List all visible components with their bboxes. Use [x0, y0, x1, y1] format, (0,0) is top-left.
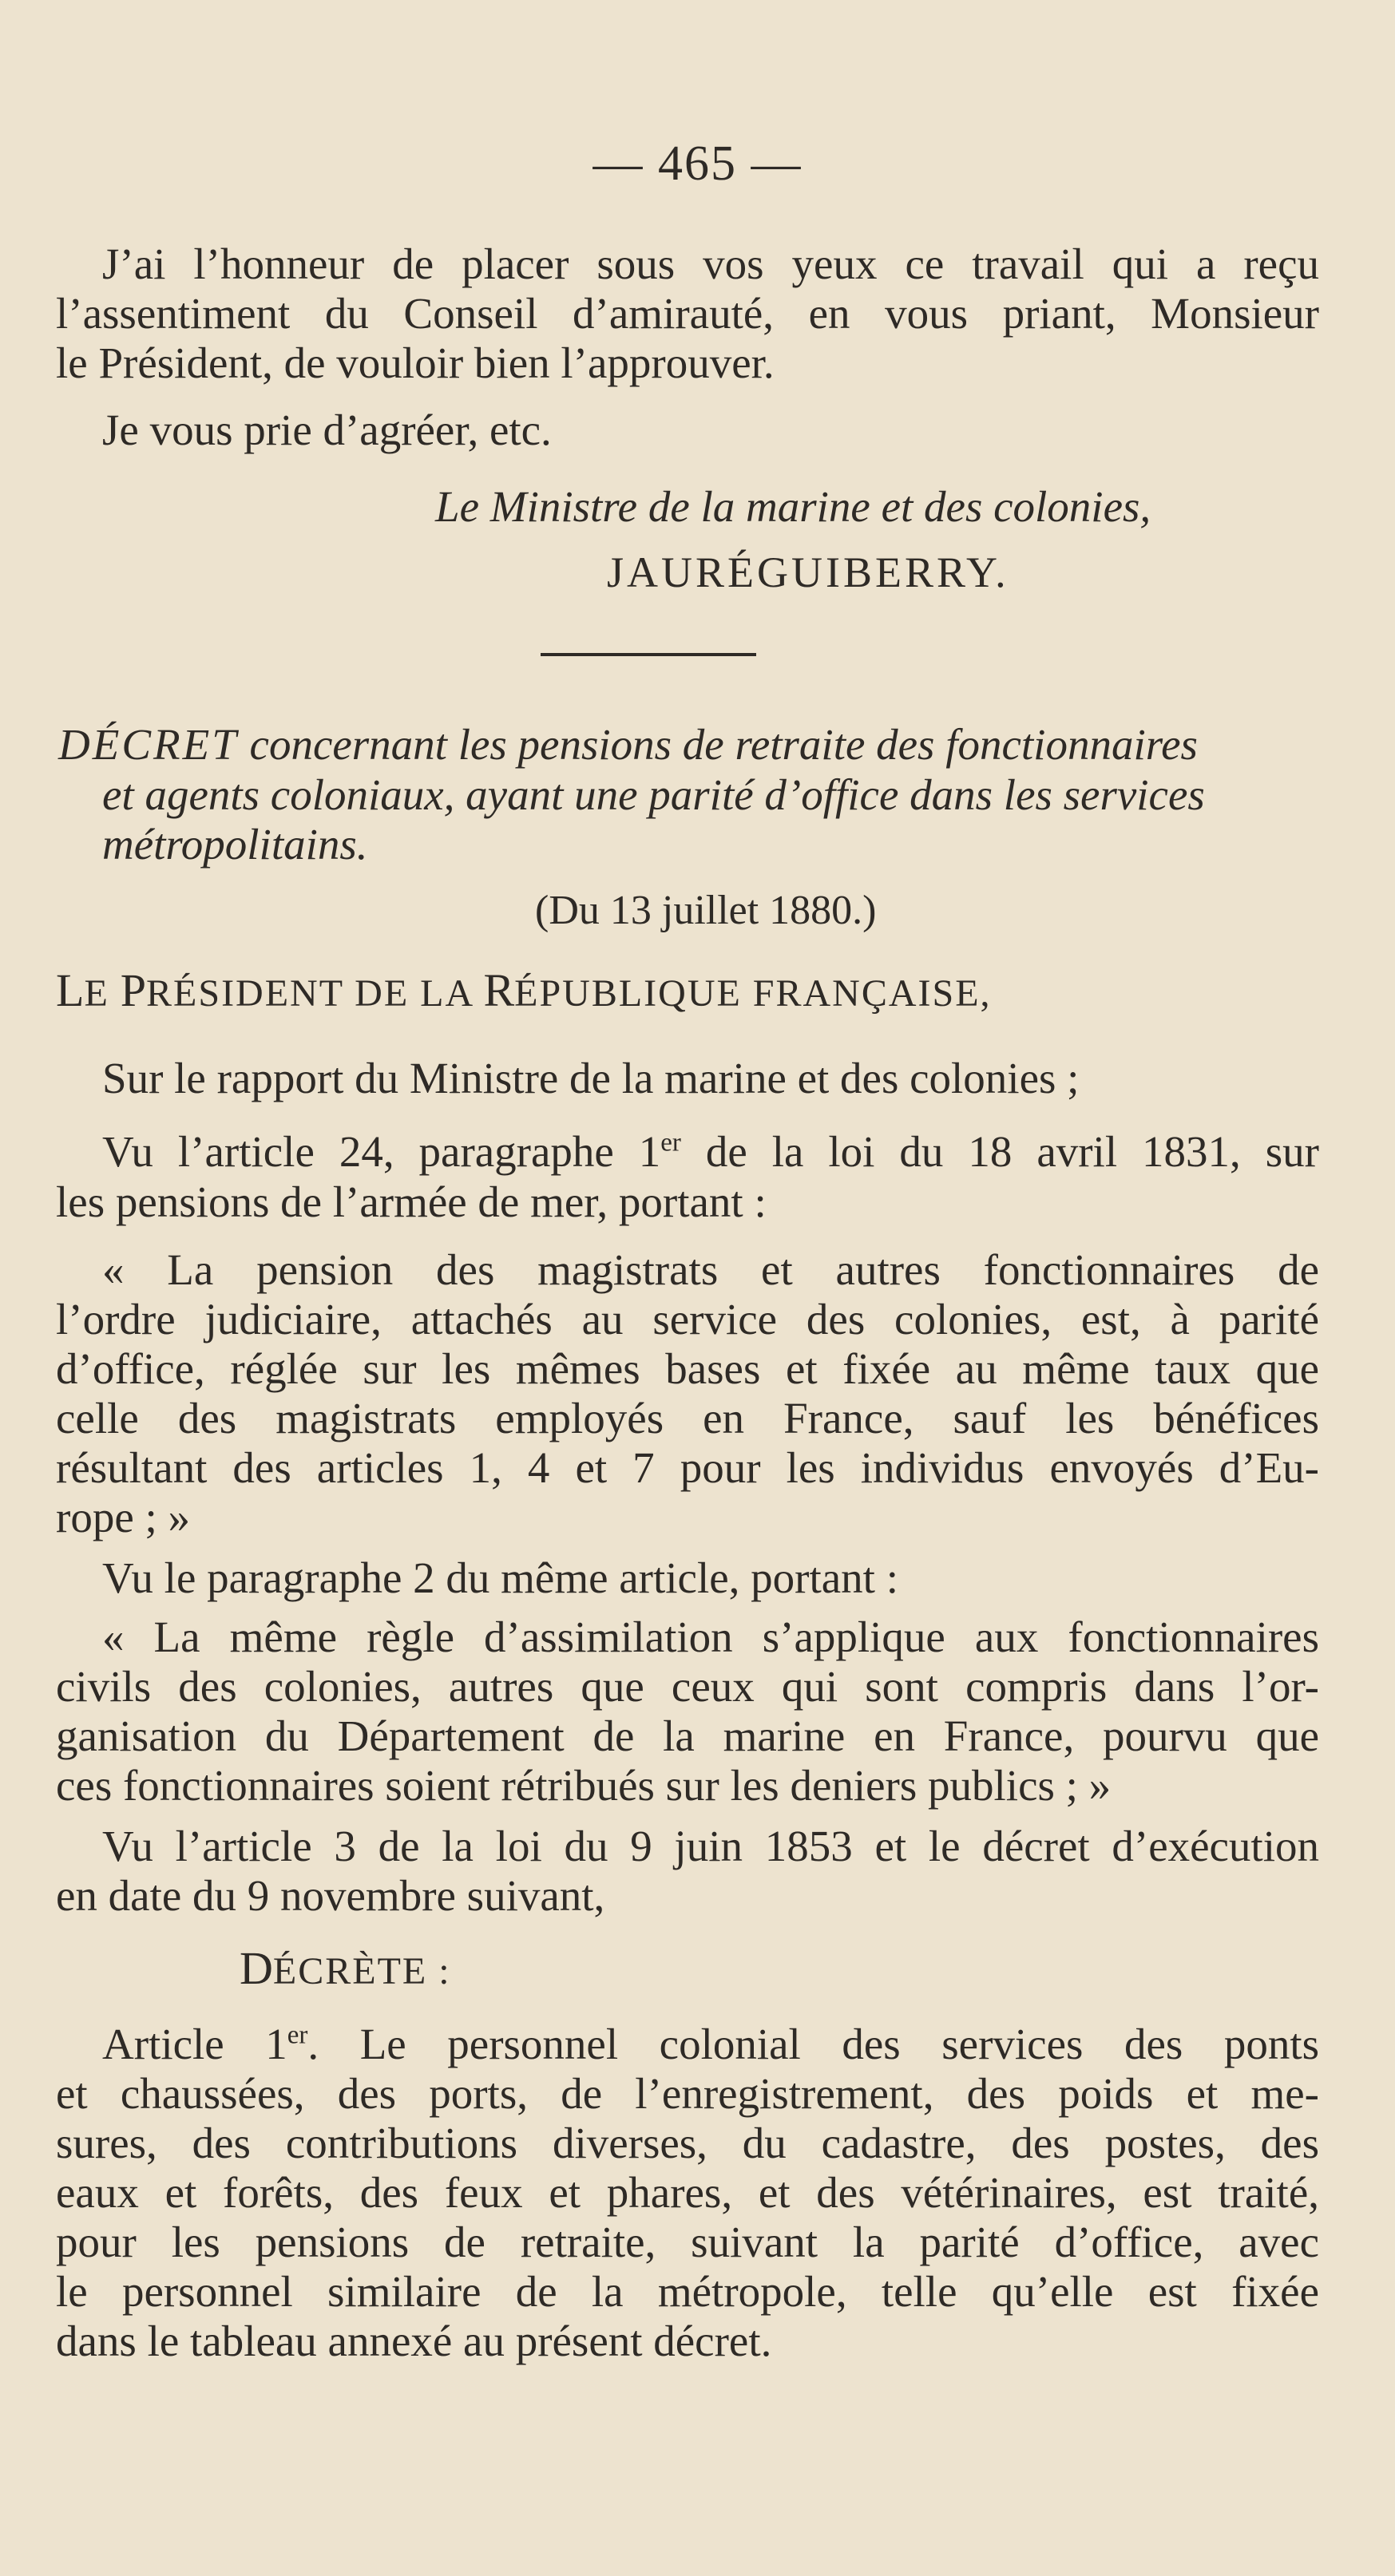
article1-text-b: . Le personnel colonial des services des ponts [307, 2020, 1320, 2068]
quote1-line-6: rope ; » [56, 1493, 191, 1541]
article1-line-3: sures, des contributions diverses, du cadastre, des postes, des [56, 2119, 1319, 2167]
quote2-line-3: ganisation du Département de la marine en France, pourvu que [56, 1711, 1319, 1760]
decree-title-rest: concernant les pensions de retraite des fonctionnaires [238, 720, 1198, 769]
quote1-line-2: l’ordre judiciaire, attachés au service des colonies, est, à parité [56, 1295, 1319, 1343]
quote2-line-1: « La même règle d’assimilation s’applique aux fonctionnaires [102, 1612, 1319, 1661]
decrete-rest: ÉCRÈTE : [272, 1950, 451, 1992]
decrete-heading [240, 1944, 1395, 1996]
vu1-superscript: er [660, 1128, 681, 1157]
vu3-line-1: Vu l’article 3 de la loi du 9 juin 1853 et le décret d’exécution [102, 1822, 1319, 1870]
article1-line-7: dans le tableau annexé au présent décret. [56, 2317, 772, 2365]
vu3-line-2: en date du 9 novembre suivant, [56, 1871, 605, 1920]
vu1-line-2: les pensions de l’armée de mer, portant : [56, 1177, 767, 1226]
vu1-text-b: de la loi du 18 avril 1831, sur [680, 1127, 1319, 1176]
letter-line-3: le Président, de vouloir bien l’approuver. [56, 338, 775, 387]
president-heading [56, 966, 1327, 1019]
decrete-initial: D [240, 1942, 273, 1994]
decree-title-line-1 [58, 720, 1330, 770]
article1-superscript: er [287, 2020, 308, 2050]
article1-line-4: eaux et forêts, des feux et phares, et des vétérinaires, est traité, [56, 2168, 1319, 2217]
decree-title-line-2: et agents coloniaux, ayant une parité d’office dans les services [102, 770, 1205, 819]
letter-line-1: J’ai l’honneur de placer sous vos yeux ce travail qui a reçu [102, 239, 1319, 288]
heading-part-president: RÉSIDENT DE LA [146, 972, 484, 1015]
heading-initial-r: R [483, 964, 515, 1016]
heading-initial-l: L [56, 964, 85, 1016]
article1-line-5: pour les pensions de retraite, suivant la parité d’office, avec [56, 2218, 1319, 2266]
section-divider [541, 653, 756, 656]
vu1-line-1 [102, 1127, 1319, 1177]
decree-title-line-3: métropolitains. [102, 820, 368, 869]
heading-part-republique: ÉPUBLIQUE FRANÇAISE, [514, 972, 992, 1015]
heading-part-le: E [84, 972, 121, 1015]
quote1-line-1: « La pension des magistrats et autres fonctionnaires de [102, 1245, 1319, 1294]
quote1-line-5: résultant des articles 1, 4 et 7 pour les individus envoyés d’Eu- [56, 1443, 1319, 1492]
vu2-line: Vu le paragraphe 2 du même article, portant : [102, 1553, 898, 1602]
signature-title: Le Ministre de la marine et des colonies, [435, 482, 1151, 531]
article1-line-1 [102, 2020, 1319, 2069]
article1-line-6: le personnel similaire de la métropole, telle qu’elle est fixée [56, 2267, 1319, 2316]
letter-line-2: l’assentiment du Conseil d’amirauté, en vous priant, Monsieur [56, 289, 1319, 338]
decree-title-lead: DÉCRET [58, 720, 239, 769]
signature-name: JAURÉGUIBERRY. [607, 548, 1009, 596]
article1-text-a: Article 1 [102, 2020, 287, 2068]
quote2-line-4: ces fonctionnaires soient rétribués sur les deniers publics ; » [56, 1761, 1112, 1810]
page-number: — 465 — [592, 137, 803, 191]
heading-initial-p: P [120, 964, 147, 1016]
vu1-text-a: Vu l’article 24, paragraphe 1 [102, 1127, 661, 1176]
quote2-line-2: civils des colonies, autres que ceux qui sont compris dans l’or- [56, 1662, 1319, 1711]
letter-closing: Je vous prie d’agréer, etc. [102, 406, 552, 454]
rapport-line: Sur le rapport du Ministre de la marine et des colonies ; [102, 1054, 1080, 1102]
decree-date: (Du 13 juillet 1880.) [535, 888, 877, 933]
quote1-line-3: d’office, réglée sur les mêmes bases et fixée au même taux que [56, 1344, 1319, 1393]
quote1-line-4: celle des magistrats employés en France, sauf les bénéfices [56, 1394, 1319, 1442]
article1-line-2: et chaussées, des ports, de l’enregistrement, des poids et me- [56, 2069, 1319, 2118]
